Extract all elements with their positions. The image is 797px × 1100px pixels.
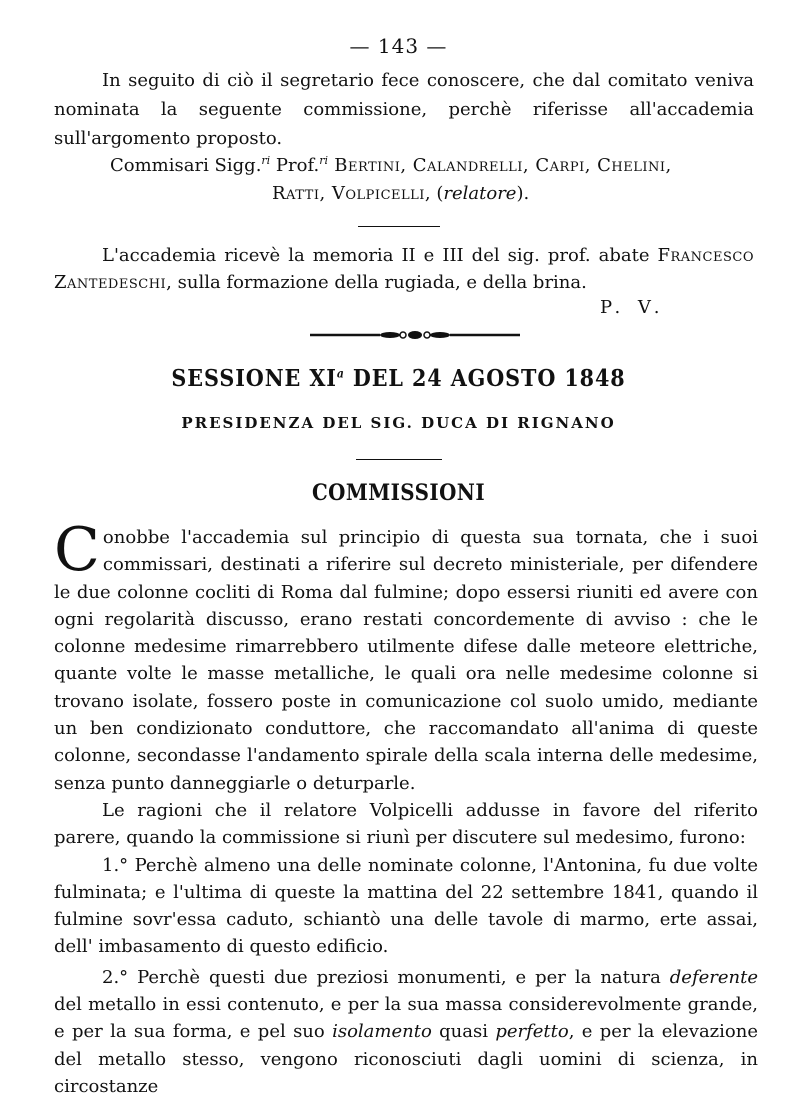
ornament-divider bbox=[310, 328, 520, 342]
paragraph-4: 2.° Perchè questi due preziosi monumenti, e per la natura deferente del metallo in essi contenuto, e per la sua massa considerevolmente grande, e per la sua forma, e pel suo isolamento quasi perfetto, e per la elevazione del metallo stesso, vengono riconosciuti dagli uomini di scienza, in circostanze bbox=[54, 966, 758, 1097]
session-title: SESSIONE $XI^a$ DEL 24 AGOSTO 1848 bbox=[171, 365, 626, 392]
paragraph-2: Le ragioni che il relatore Volpicelli addusse in favore del riferito parere, quando la commissione si riunì per discutere sul medesimo, furono: bbox=[54, 799, 758, 849]
intro-paragraph: In seguito di ciò il segretario fece conoscere, che dal comitato veniva nominata la seguente commissione, perchè riferisse all'accademia sull'argomento proposto. bbox=[54, 70, 754, 149]
section-heading: COMMISSIONI bbox=[311, 480, 486, 506]
paragraph-3: 1.° Perchè almeno una delle nominate colonne, l'Antonina, fu due volte fulminata; e l'ultima di queste la mattina del 22 settembre 1841, quando il fulmine sovr'essa caduto, schiantò una delle tavole di marmo, erte assai, dell' imbasamento di questo edificio. bbox=[54, 854, 758, 958]
drop-cap: C bbox=[54, 515, 100, 585]
body-text bbox=[54, 515, 758, 1100]
commission-line-2: Ratti, Volpicelli, (relatore). bbox=[272, 183, 530, 204]
presidency-line: PRESIDENZA DEL SIG. DUCA DI RIGNANO bbox=[181, 414, 616, 432]
paragraph-1: Conobbe l'accademia sul principio di questa sua tornata, che i suoi commissari, destinati a riferire sul decreto ministeriale, per difendere le due colonne cocliti di Roma dal fulmine; dopo essersi riuniti ed avere con ogni regolarità discusso, erano restati concordemente di avviso : che le colonne medesime rimarrebbero utilmente difese dalle meteore elettriche, quante volte le masse metalliche, le quali ora nelle medesime colonne si trovano isolate, fossero poste in comunicazione col suolo umido, mediante un ben condizionato conduttore, che raccomandato all'anima di queste colonne, secondasse l'andamento spirale della scala interna delle medesime, senza punto danneggiarle o deturparle. bbox=[54, 515, 758, 794]
page-number: — 143 — bbox=[349, 34, 448, 58]
commission-line-1: Commisari Sigg.$^{ri}$ Prof.$^{ri}$ Bertini, Calandrelli, Carpi, Chelini, bbox=[110, 154, 672, 176]
separator-rule bbox=[358, 226, 440, 227]
memoria-paragraph: L'accademia ricevè la memoria II e III del sig. prof. abate Francesco Zantedeschi, sulla formazione della rugiada, e della brina. bbox=[54, 245, 754, 293]
separator-rule-2 bbox=[356, 459, 442, 460]
commission-members bbox=[110, 152, 672, 208]
signature-pv: P. V. bbox=[600, 297, 666, 318]
